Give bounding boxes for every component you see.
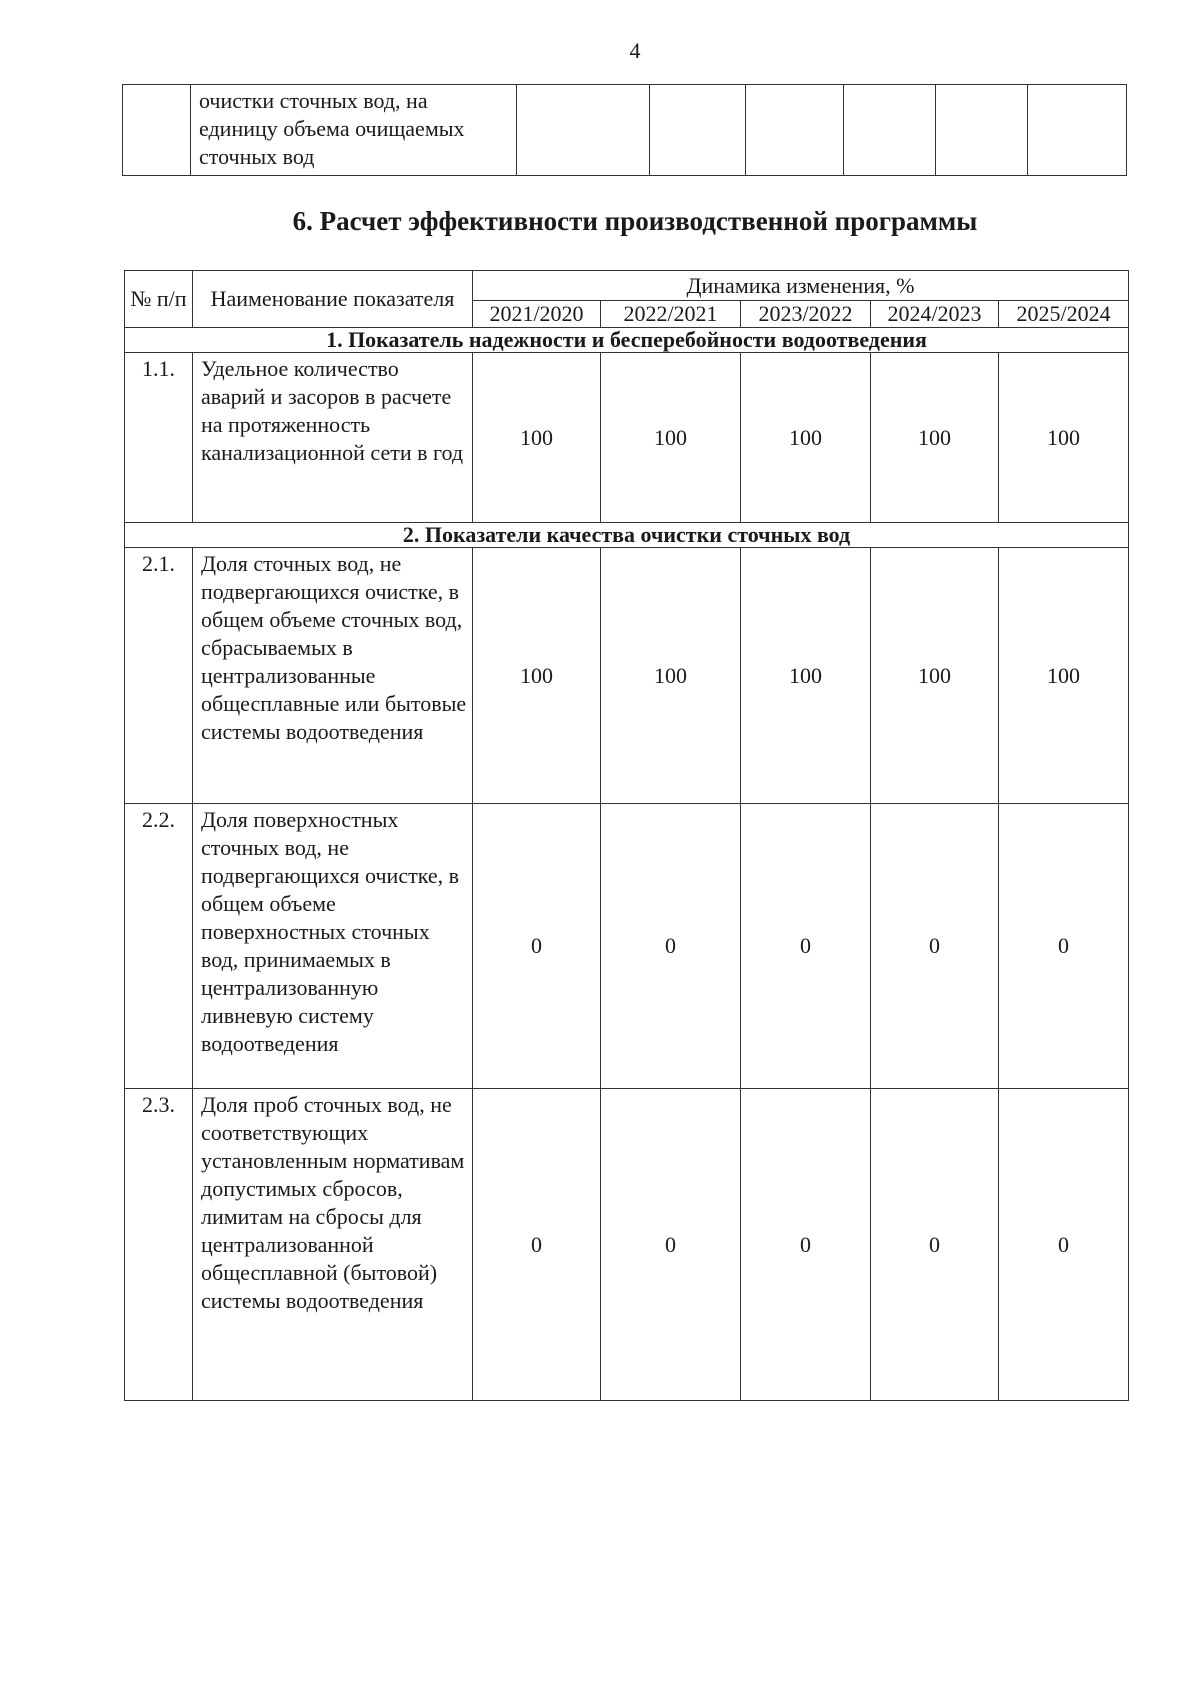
row-value: 0	[473, 1089, 601, 1401]
row-num: 2.2.	[125, 804, 193, 1089]
row-num: 2.3.	[125, 1089, 193, 1401]
continuation-table	[122, 84, 1127, 176]
row-name: Доля поверхностных сточных вод, не подвергающихся очистке, в общем объеме поверхностных сточных вод, принимаемых в централизованную ливневую систему водоотведения	[193, 804, 473, 1089]
header-dynamics: Динамика изменения, %	[473, 271, 1129, 301]
continuation-name-cell: очистки сточных вод, на единицу объема очищаемых сточных вод	[191, 85, 517, 176]
header-year: 2025/2024	[999, 301, 1129, 328]
row-value: 100	[999, 548, 1129, 804]
header-name: Наименование показателя	[193, 271, 473, 328]
continuation-value-cell	[844, 85, 936, 176]
row-value: 0	[741, 804, 871, 1089]
row-name: Удельное количество аварий и засоров в расчете на протяженность канализационной сети в год	[193, 353, 473, 523]
row-value: 100	[601, 353, 741, 523]
row-num: 2.1.	[125, 548, 193, 804]
row-value: 0	[601, 1089, 741, 1401]
row-value: 100	[741, 548, 871, 804]
row-value: 100	[601, 548, 741, 804]
row-value: 100	[871, 548, 999, 804]
table-row	[125, 804, 1129, 1089]
group-title: 1. Показатель надежности и бесперебойности водоотведения	[125, 328, 1129, 353]
row-value: 0	[999, 804, 1129, 1089]
table-row	[125, 548, 1129, 804]
continuation-value-cell	[1028, 85, 1127, 176]
row-value: 0	[871, 1089, 999, 1401]
header-year: 2023/2022	[741, 301, 871, 328]
row-value: 0	[871, 804, 999, 1089]
continuation-value-cell	[650, 85, 746, 176]
efficiency-table	[124, 270, 1129, 1401]
row-value: 0	[741, 1089, 871, 1401]
continuation-value-cell	[936, 85, 1028, 176]
table-header-row	[125, 271, 1129, 301]
row-value: 0	[999, 1089, 1129, 1401]
page-number: 4	[629, 38, 641, 63]
header-year: 2022/2021	[601, 301, 741, 328]
table-row	[125, 1089, 1129, 1401]
section-title: 6. Расчет эффективности производственной программы	[292, 206, 978, 236]
row-value: 0	[473, 804, 601, 1089]
row-name: Доля сточных вод, не подвергающихся очистке, в общем объеме сточных вод, сбрасываемых в централизованные общесплавные или бытовые системы водоотведения	[193, 548, 473, 804]
continuation-value-cell	[517, 85, 650, 176]
continuation-num-cell	[123, 85, 191, 176]
row-value: 100	[473, 353, 601, 523]
row-num: 1.1.	[125, 353, 193, 523]
row-value: 100	[741, 353, 871, 523]
row-name: Доля проб сточных вод, не соответствующих установленным нормативам допустимых сбросов, лимитам на сбросы для централизованной общесплавной (бытовой) системы водоотведения	[193, 1089, 473, 1401]
row-value: 100	[999, 353, 1129, 523]
table-row	[125, 353, 1129, 523]
row-value: 100	[473, 548, 601, 804]
continuation-value-cell	[746, 85, 844, 176]
group-row	[125, 328, 1129, 353]
row-value: 0	[601, 804, 741, 1089]
group-title: 2. Показатели качества очистки сточных вод	[125, 523, 1129, 548]
row-value: 100	[871, 353, 999, 523]
header-num: № п/п	[125, 271, 193, 328]
group-row	[125, 523, 1129, 548]
continuation-row	[123, 85, 1127, 176]
header-year: 2024/2023	[871, 301, 999, 328]
header-year: 2021/2020	[473, 301, 601, 328]
